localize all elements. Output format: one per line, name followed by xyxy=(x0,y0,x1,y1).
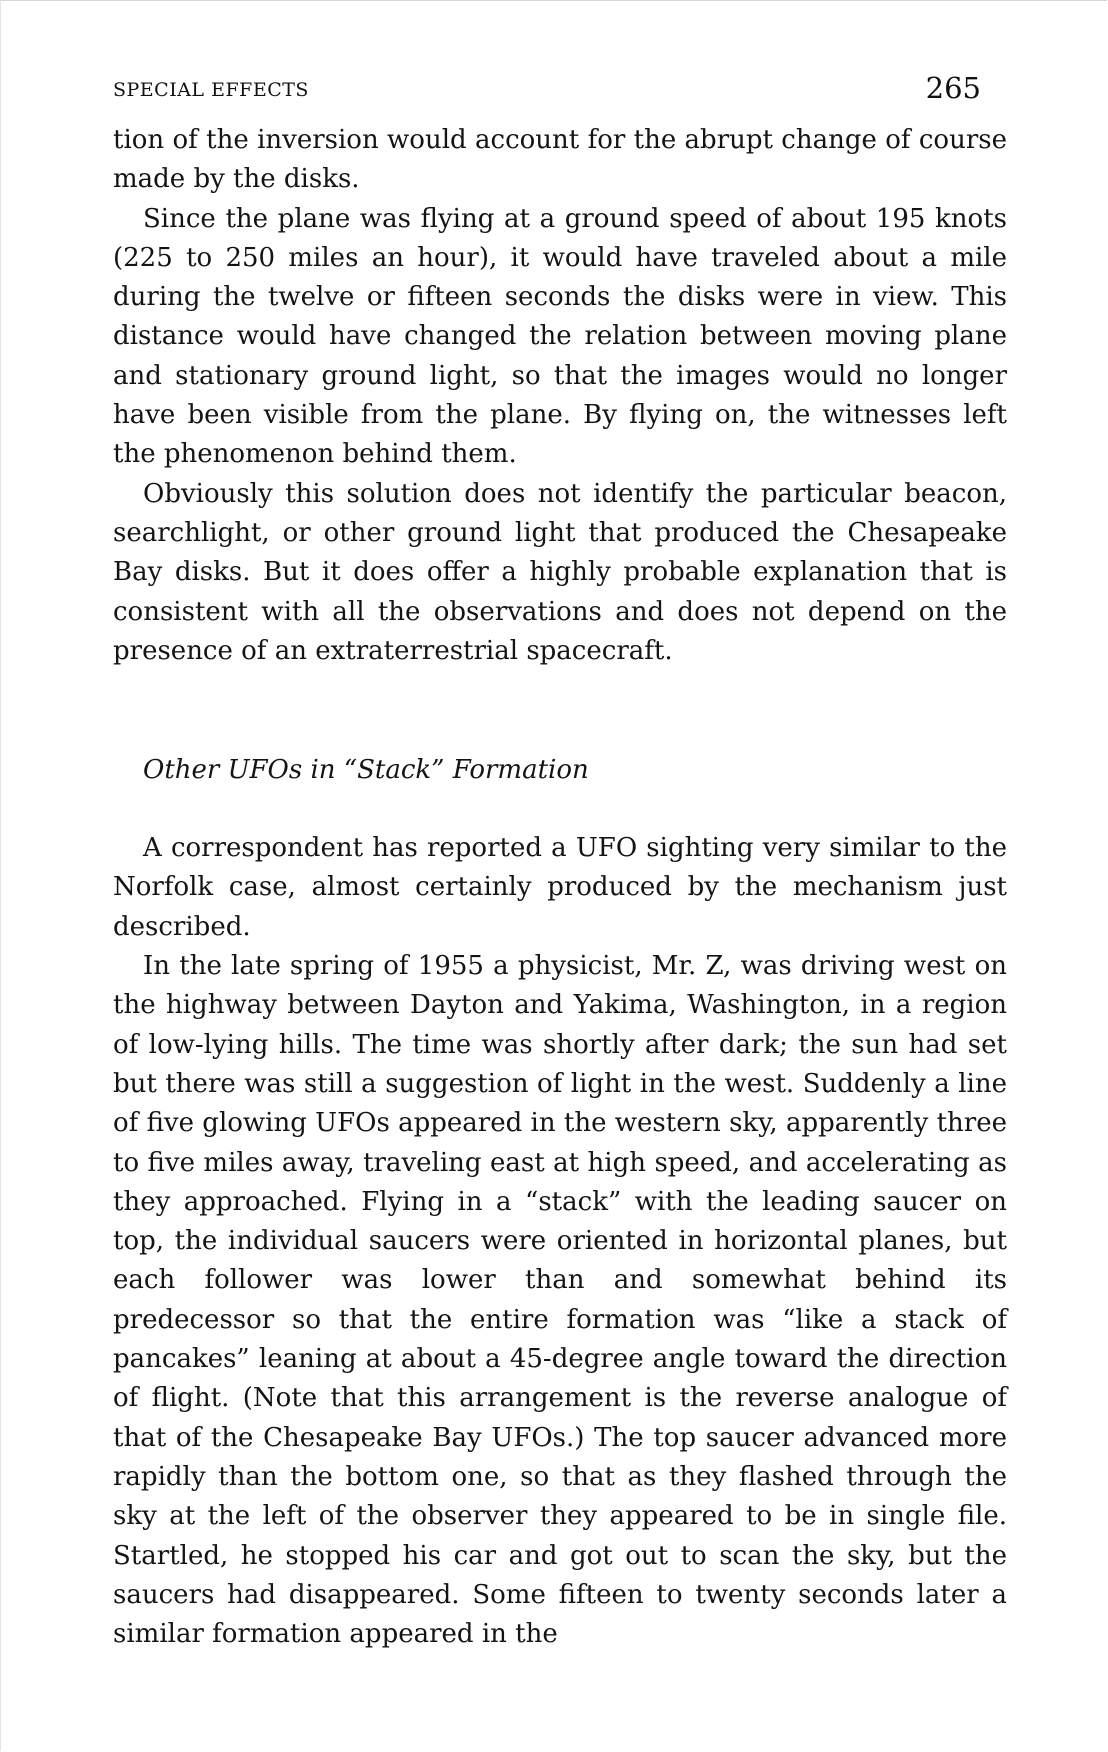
paragraph: Since the plane was flying at a ground speed of about 195 knots (225 to 250 miles an hour), it would have traveled about a mile during the twelve or fifteen seconds the disks were in view. This distance would have changed the relation between moving plane and stationary ground light, so that the images would no longer have been visible from the plane. By flying on, the witnesses left the phenomenon behind them. xyxy=(113,203,1007,470)
paragraph-continued: tion of the inversion would account for the abrupt change of course made by the disks. xyxy=(113,125,1007,195)
paragraph: In the late spring of 1955 a physicist, Mr. Z, was driving west on the highway between Dayton and Yakima, Washington, in a region of low-lying hills. The time was shortly after dark; the sun had set but there was still a suggestion of light in the west. Suddenly a line of five glowing UFOs appeared in the western sky, apparently three to five miles away, traveling east at high speed, and accelerating as they approached. Flying in a “stack” with the leading saucer on top, the individual saucers were oriented in horizontal planes, but each follower was lower than and somewhat behind its predecessor so that the entire formation was “like a stack of pancakes” leaning at about a 45-degree angle toward the direction of flight. (Note that this arrangement is the reverse analogue of that of the Chesapeake Bay UFOs.) The top saucer advanced more rapidly than the bottom one, so that as they flashed through the sky at the left of the observer they appeared to be in single file. Startled, he stopped his car and got out to scan the sky, but the saucers had disappeared. Some fifteen to twenty seconds later a similar formation appeared in the xyxy=(113,951,1007,1650)
page-number: 265 xyxy=(925,71,981,105)
body-text xyxy=(113,121,1007,1654)
running-head: SPECIAL EFFECTS xyxy=(113,79,309,101)
paragraph: Obviously this solution does not identify the particular beacon, searchlight, or other ground light that produced the Chesapeake Bay disks. But it does offer a highly probable explanation that is consistent with all the observations and does not depend on the presence of an extraterrestrial spacecraft. xyxy=(113,478,1007,666)
section-heading: Other UFOs in “Stack” Formation xyxy=(143,755,589,786)
section-body xyxy=(113,829,1007,1654)
paragraph: A correspondent has reported a UFO sighting very similar to the Norfolk case, almost certainly produced by the mechanism just described. xyxy=(113,833,1007,942)
page-header xyxy=(113,73,981,113)
